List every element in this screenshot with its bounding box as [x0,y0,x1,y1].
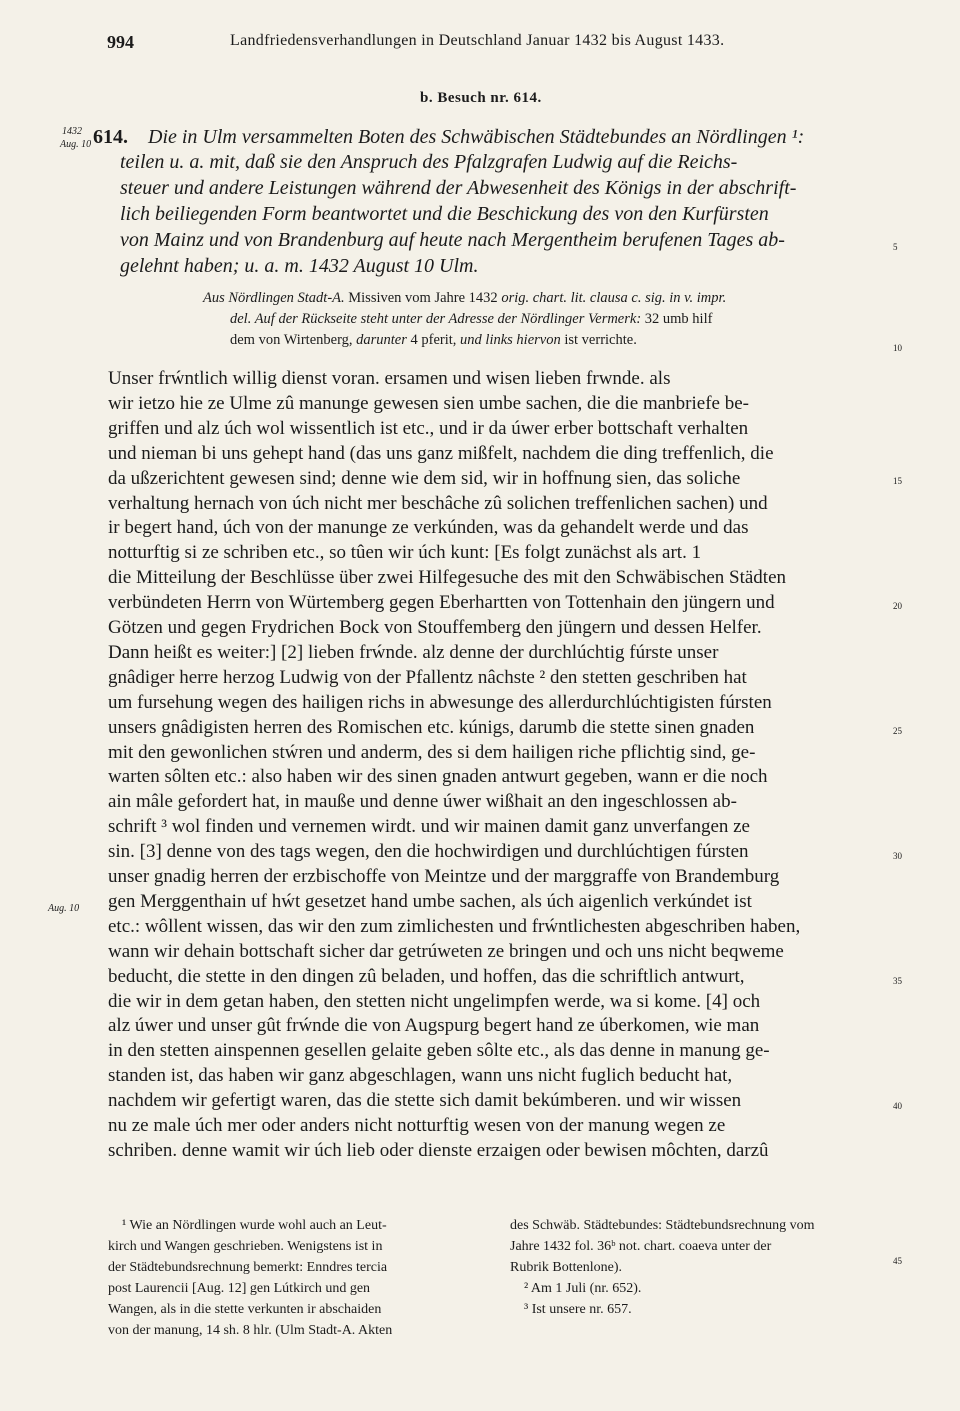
margin-date-day: Aug. 10 [60,139,92,150]
line-number: 40 [893,1101,902,1111]
body-line: gen Merggenthain uf hẃt gesetzet hand umbe sachen, als úch aigenlich verkúndet ist [108,891,752,912]
body-line: verhaltung hernach von úch nicht mer beschâche zû solichen treffenlichen sachen) und [108,493,768,514]
body-line: wann wir dehain bottschaft sicher dar getrúweten ze bringen und och uns nicht beqweme [108,941,784,962]
line-number: 15 [893,476,902,486]
regest-line: lich beiliegenden Form beantwortet und die Beschickung des von den Kurfürsten [120,203,769,225]
footnote-line: des Schwäb. Städtebundes: Städtebundsrechnung vom [510,1218,815,1233]
footnote-line: kirch und Wangen geschrieben. Wenigstens ist in [108,1239,383,1254]
body-line: in den stetten ainspennen gesellen gelaite geben sôlte etc., als das denne in manung ge- [108,1040,770,1061]
line-number: 45 [893,1256,902,1266]
body-line: sin. [3] denne von des tags wegen, den die hochwirdigen und durchlúchtigen fúrsten [108,841,749,862]
running-title: Landfriedensverhandlungen in Deutschland Januar 1432 bis August 1433. [230,32,725,49]
body-line: nachdem wir gefertigt waren, das die stette sich damit bekúmberen. und wir wissen [108,1090,742,1111]
body-line: gnâdiger herre herzog Ludwig von der Pfallentz nâchste ² den stetten geschriben hat [108,667,747,688]
section-heading: b. Besuch nr. 614. [420,90,542,106]
footnote-line: ² Am 1 Juli (nr. 652). [524,1281,642,1296]
line-number: 5 [893,242,898,252]
footnote-line: von der manung, 14 sh. 8 hlr. (Ulm Stadt-A. Akten [108,1323,393,1338]
line-number: 35 [893,976,902,986]
body-line: beducht, die stette in den dingen zû beladen, und hoffen, das die schriftlich antwurt, [108,966,745,987]
regest-line: gelehnt haben; u. a. m. 1432 August 10 Ulm. [120,255,479,277]
page-number: 994 [107,32,134,52]
body-line: verbündeten Herrn von Würtemberg gegen Eberhartten von Tottenhain den jüngern und [108,592,775,613]
body-line: griffen und alz úch wol wissentlich ist etc., und ir da úwer erber bottschaft verhalten [108,418,749,439]
body-line: warten sôlten etc.: also haben wir des sinen gnaden antwurt gegeben, wann er die noch [108,766,768,787]
regest-line: teilen u. a. mit, daß sie den Anspruch des Pfalzgrafen Ludwig auf die Reichs- [120,151,738,173]
body-line: schrift ³ wol finden und vernemen wirdt. und wir mainen damit ganz unverfangen ze [108,816,750,837]
body-line: mit den gewonlichen stẃren und anderm, des si dem hailigen riche pflichtig sind, ge- [108,742,756,763]
footnote-line: ¹ Wie an Nördlingen wurde wohl auch an Leut- [122,1218,387,1233]
document-number: 614. [93,126,128,148]
body-line: Götzen und gegen Frydrichen Bock von Stouffemberg den jüngern und dessen Helfer. [108,617,762,638]
footnote-line: Rubrik Bottenlone). [510,1260,622,1275]
line-number: 20 [893,601,902,611]
footnote-line: ³ Ist unsere nr. 657. [524,1302,632,1317]
body-line: wir ietzo hie ze Ulme zû manunge gewesen sien umbe sachen, die die manbriefe be- [108,393,749,414]
body-line: und nieman bi uns gehept hand (das uns ganz mißfelt, nachdem die ding treffenlich, die [108,443,774,464]
line-number: 25 [893,726,902,736]
regest-line: von Mainz und von Brandenburg auf heute nach Mergentheim berufenen Tages ab- [120,229,785,251]
body-line: da ußzerichtent gewesen sind; denne wie dem sid, wir in hoffnung sien, das soliche [108,468,741,489]
footnote-line: Jahre 1432 fol. 36ᵇ not. chart. coaeva unter der [510,1239,772,1254]
body-line: die wir in dem getan haben, den stetten nicht ungelimpfen werde, wa si kome. [4] och [108,991,761,1012]
body-line: Unser frẃntlich willig dienst voran. ersamen und wisen lieben frwnde. als [108,368,671,389]
body-line: ain mâle gefordert hat, in mauße und denne úwer wißhait an den ingeschlossen ab- [108,791,737,812]
footnote-line: Wangen, als in die stette verkunten ir abschaiden [108,1302,382,1317]
body-line: alz úwer und unser gût frẃnde die von Augspurg begert hand ze úberkomen, wie man [108,1015,760,1036]
source-line: dem von Wirtenberg, darunter 4 pferit, und links hiervon ist verrichte. [230,332,637,348]
body-line: standen ist, das haben wir ganz abgeschlagen, wann uns nicht fuglich beducht hat, [108,1065,733,1086]
body-line: ir begert hand, úch von der manunge ze verkúnden, was da gehandelt werde und das [108,517,749,538]
body-line: unser gnadig herren der erzbischoffe von Meintze und der marggraffe von Brandemburg [108,866,780,887]
source-line: del. Auf der Rückseite steht unter der Adresse der Nördlinger Vermerk: 32 umb hilf [230,311,713,327]
body-line: nu ze male úch mer oder anders nicht notturftig wesen von der manung wegen ze [108,1115,726,1136]
regest-line: steuer und andere Leistungen während der Abwesenheit des Königs in der abschrift- [120,177,797,199]
regest-line: Die in Ulm versammelten Boten des Schwäbischen Städtebundes an Nördlingen ¹: [148,126,805,148]
margin-date-year: 1432 [62,126,82,137]
line-number: 30 [893,851,902,861]
footnote-line: der Städtebundsrechnung bemerkt: Enndres tercia [108,1260,388,1275]
body-line: etc.: wôllent wissen, das wir den zum zimlichesten und frẃntlichesten abgeschriben haben, [108,916,801,937]
source-line: Aus Nördlingen Stadt-A. Missiven vom Jahre 1432 orig. chart. lit. clausa c. sig. in v. impr. [203,290,727,306]
footnote-line: post Laurencii [Aug. 12] gen Lútkirch und gen [108,1281,371,1296]
body-line: Dann heißt es weiter:] [2] lieben frẃnde. alz denne der durchlúchtig fúrste unser [108,642,719,663]
body-line: schriben. denne wamit wir úch lieb oder dienste erzaigen oder bewisen môchten, darzû [108,1140,769,1161]
body-line: notturftig si ze schriben etc., so tûen wir úch kunt: [Es folgt zunächst als art. 1 [108,542,702,563]
line-number: 10 [893,343,902,353]
body-line: die Mitteilung der Beschlüsse über zwei Hilfegesuche des mit den Schwäbischen Städten [108,567,787,588]
margin-date-text: Aug. 10 [48,903,80,914]
body-line: unsers gnâdigisten herren des Romischen etc. kúnigs, darumb die stette sinen gnaden [108,717,755,738]
body-line: um fursehung wegen des hailigen richs in abwesunge des allerdurchlúchtigisten fúrsten [108,692,772,713]
